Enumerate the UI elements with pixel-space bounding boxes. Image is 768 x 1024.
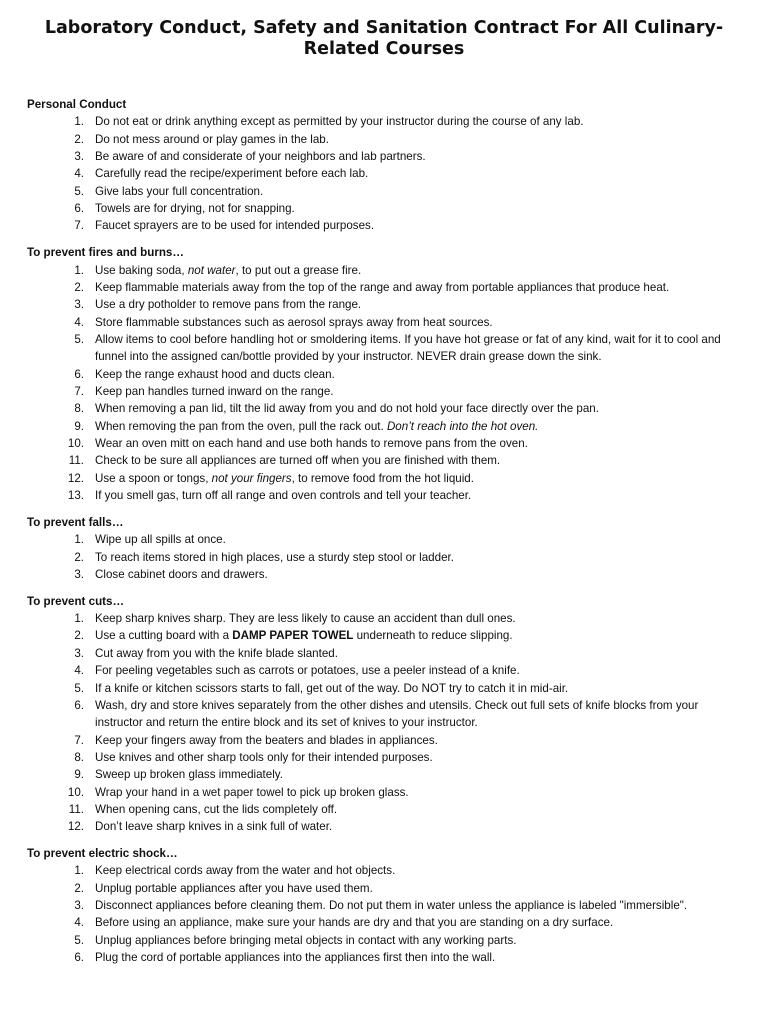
rule-text [95, 914, 744, 931]
rule-item [0, 470, 768, 487]
rule-item [0, 766, 768, 783]
rule-item [0, 784, 768, 801]
rule-item [0, 452, 768, 469]
rule-text-run: Close cabinet doors and drawers. [95, 567, 268, 581]
section-heading: To prevent cuts… [27, 594, 125, 608]
rule-text [95, 818, 744, 835]
rule-item [0, 314, 768, 331]
rule-number: 2. [74, 280, 84, 294]
rule-number: 5. [74, 184, 84, 198]
rule-item [0, 949, 768, 966]
section-heading: To prevent electric shock… [27, 847, 178, 861]
rule-text-run: Plug the cord of portable appliances into the appliances first then into the wall. [95, 951, 496, 965]
rule-number: 5. [74, 933, 84, 947]
rule-text-run: underneath to reduce slipping. [353, 629, 513, 643]
rule-item [0, 697, 768, 732]
rule-text-run: Store flammable substances such as aerosol sprays away from heat sources. [95, 315, 493, 329]
rule-number: 1. [74, 115, 84, 129]
rule-number: 1. [74, 263, 84, 277]
rule-text-run: Wear an oven mitt on each hand and use both hands to remove pans from the oven. [95, 437, 528, 451]
rule-item [0, 549, 768, 566]
rule-number: 10. [67, 437, 84, 451]
rule-text-run: Don’t leave sharp knives in a sink full of water. [95, 820, 333, 834]
rule-text-run: Towels are for drying, not for snapping. [95, 202, 295, 216]
rule-item [0, 113, 768, 130]
rule-text-run: Do not mess around or play games in the lab. [95, 132, 329, 146]
rule-text-italic: not water [187, 263, 236, 277]
rule-number: 9. [74, 419, 84, 433]
rule-item [0, 680, 768, 697]
rule-item [0, 862, 768, 879]
rule-number: 2. [74, 629, 84, 643]
rule-item [0, 531, 768, 548]
rules-section [0, 845, 768, 966]
rule-item [0, 400, 768, 417]
rule-text-run: Unplug appliances before bringing metal objects in contact with any working parts. [95, 933, 517, 947]
rule-text-run: To reach items stored in high places, use a sturdy step stool or ladder. [95, 550, 454, 564]
rule-text-bold: DAMP PAPER TOWEL [232, 629, 354, 643]
rule-text [95, 549, 744, 566]
rules-list [0, 262, 768, 505]
rule-item [0, 662, 768, 679]
rule-number: 4. [74, 315, 84, 329]
document-title-line-2: Related Courses [303, 39, 465, 59]
rule-item [0, 897, 768, 914]
rule-text [95, 148, 744, 165]
rule-text-run: Faucet sprayers are to be used for intended purposes. [95, 219, 375, 233]
rule-text [95, 801, 744, 818]
section-heading: Personal Conduct [27, 98, 127, 111]
rule-text [95, 452, 744, 469]
rule-text-run: When removing a pan lid, tilt the lid away from you and do not hold your face directly over the pan. [95, 402, 599, 416]
rule-item [0, 366, 768, 383]
rule-item [0, 566, 768, 583]
rules-list [0, 113, 768, 234]
rule-text [95, 662, 744, 679]
rule-number: 11. [68, 454, 84, 468]
rule-text-run: Cut away from you with the knife blade slanted. [95, 646, 338, 660]
rule-number: 10. [67, 785, 84, 799]
rule-text-italic: Don’t reach into the hot oven. [386, 419, 539, 433]
rule-text [95, 366, 744, 383]
rule-item [0, 165, 768, 182]
rules-list [0, 610, 768, 835]
rule-item [0, 749, 768, 766]
rule-item [0, 932, 768, 949]
rule-text-run: , to remove food from the hot liquid. [291, 471, 474, 485]
rule-item [0, 818, 768, 835]
rule-text-run: Before using an appliance, make sure your hands are dry and that you are standing on a dry surface. [95, 916, 614, 930]
rule-text [95, 645, 744, 662]
rule-text [95, 400, 744, 417]
rule-number: 3. [74, 646, 84, 660]
rule-number: 3. [74, 150, 84, 164]
rule-text-run: Allow items to cool before handling hot or smoldering items. If you have hot grease or fat of any kind, wait for it to cool and funnel into the assigned can/bottle provided by your instructor. NEVER drain grease down the sink. [95, 332, 721, 364]
rule-item [0, 627, 768, 644]
rule-text [95, 470, 744, 487]
rule-text-run: When opening cans, cut the lids completely off. [95, 802, 338, 816]
section-heading: To prevent fires and burns… [27, 246, 184, 260]
rule-text-run: Keep your fingers away from the beaters and blades in appliances. [95, 733, 438, 747]
rule-text-run: For peeling vegetables such as carrots or potatoes, use a peeler instead of a knife. [95, 664, 520, 678]
rules-section [0, 593, 768, 836]
rule-text [95, 784, 744, 801]
rule-item [0, 262, 768, 279]
rule-text [95, 749, 744, 766]
rule-number: 5. [74, 332, 84, 346]
rule-item [0, 331, 768, 366]
rule-number: 2. [74, 132, 84, 146]
rule-text-run: Wrap your hand in a wet paper towel to pick up broken glass. [95, 785, 409, 799]
rule-text-run: Use a spoon or tongs, [95, 471, 212, 485]
rule-text-run: If you smell gas, turn off all range and oven controls and tell your teacher. [95, 489, 472, 503]
rule-item [0, 200, 768, 217]
rules-section [0, 96, 768, 235]
rule-number: 3. [74, 899, 84, 913]
rule-text [95, 862, 744, 879]
rule-text [95, 314, 744, 331]
rule-number: 3. [74, 567, 84, 581]
rule-text [95, 165, 744, 182]
rule-text-run: Use baking soda, [95, 263, 188, 277]
rules-section [0, 514, 768, 583]
rule-text-run: Keep the range exhaust hood and ducts clean. [95, 367, 335, 381]
rule-text-run: Use knives and other sharp tools only for their intended purposes. [95, 750, 433, 764]
rule-item [0, 880, 768, 897]
rule-item [0, 217, 768, 234]
rule-number: 4. [74, 664, 84, 678]
rule-text [95, 566, 744, 583]
rule-number: 7. [74, 219, 84, 233]
rule-number: 13. [67, 489, 84, 503]
rule-text-run: Carefully read the recipe/experiment before each lab. [95, 167, 369, 181]
rule-text [95, 200, 744, 217]
rule-number: 2. [74, 881, 84, 895]
rule-text [95, 131, 744, 148]
rule-number: 12. [67, 820, 84, 834]
rule-text-run: Give labs your full concentration. [95, 184, 264, 198]
rules-list [0, 531, 768, 583]
rule-text-run: Disconnect appliances before cleaning them. Do not put them in water unless the appliance is labeled "immersible". [95, 899, 688, 913]
rule-text [95, 113, 744, 130]
rule-item [0, 645, 768, 662]
rule-text-run: Sweep up broken glass immediately. [95, 768, 283, 782]
rule-item [0, 801, 768, 818]
rule-number: 7. [74, 385, 84, 398]
section-heading: To prevent falls… [27, 515, 124, 529]
rule-text-run: Wipe up all spills at once. [95, 533, 226, 547]
rule-item [0, 383, 768, 400]
rule-number: 3. [74, 298, 84, 312]
rule-text [95, 383, 744, 400]
rule-text [95, 296, 744, 313]
rule-text [95, 880, 744, 897]
rule-item [0, 418, 768, 435]
rule-text-run: Keep flammable materials away from the top of the range and away from portable appliances that produce heat. [95, 280, 670, 294]
rule-text-run: Keep sharp knives sharp. They are less likely to cause an accident than dull ones. [95, 612, 516, 626]
rule-text-run: Do not eat or drink anything except as permitted by your instructor during the course of any lab. [95, 115, 584, 129]
rule-text-run: Use a cutting board with a [95, 629, 233, 643]
rule-text [95, 897, 744, 914]
rule-text-italic: not your fingers [211, 471, 292, 485]
rule-text [95, 279, 744, 296]
rule-number: 5. [74, 681, 84, 695]
rule-text-run: Check to be sure all appliances are turned off when you are finished with them. [95, 454, 501, 468]
rule-number: 8. [74, 750, 84, 764]
rule-item [0, 487, 768, 504]
rule-text-run: If a knife or kitchen scissors starts to fall, get out of the way. Do NOT try to catch it in mid-air. [95, 681, 569, 695]
rule-item [0, 183, 768, 200]
rule-text [95, 487, 744, 504]
rule-item [0, 296, 768, 313]
document-body [0, 96, 768, 976]
rule-text-run: Keep pan handles turned inward on the range. [95, 385, 334, 398]
rule-number: 11. [68, 802, 84, 816]
document-title-line-1: Laboratory Conduct, Safety and Sanitation Contract For All Culinary- [44, 18, 724, 38]
rule-number: 12. [67, 471, 84, 485]
rule-text [95, 680, 744, 697]
rule-item [0, 914, 768, 931]
rule-item [0, 148, 768, 165]
rule-number: 6. [74, 951, 84, 965]
rule-text [95, 217, 744, 234]
rule-text [95, 435, 744, 452]
rule-number: 6. [74, 202, 84, 216]
rule-text [95, 932, 744, 949]
rule-text [95, 610, 744, 627]
rule-text [95, 732, 744, 749]
rule-item [0, 732, 768, 749]
rule-number: 7. [74, 733, 84, 747]
rule-number: 6. [74, 367, 84, 381]
rule-item [0, 610, 768, 627]
rule-text [95, 766, 744, 783]
rule-text [95, 183, 744, 200]
rule-text [95, 697, 744, 732]
rule-number: 1. [74, 864, 84, 878]
rule-text-run: Keep electrical cords away from the water and hot objects. [95, 864, 396, 878]
rule-number: 9. [74, 768, 84, 782]
rules-list [0, 862, 768, 966]
rule-number: 4. [74, 167, 84, 181]
rule-text [95, 627, 744, 644]
rule-text [95, 418, 744, 435]
rule-text-run: Wash, dry and store knives separately from the other dishes and utensils. Check out full sets of knife blocks from your instructor and return the entire block and its set of knives to your instructor. [95, 698, 699, 730]
rule-text-run: Be aware of and considerate of your neighbors and lab partners. [95, 150, 426, 164]
rule-text-run: , to put out a grease fire. [235, 263, 362, 277]
rule-text-run: Use a dry potholder to remove pans from the range. [95, 298, 362, 312]
rule-item [0, 131, 768, 148]
rule-text [95, 331, 744, 366]
rule-item [0, 279, 768, 296]
rule-number: 2. [74, 550, 84, 564]
rule-number: 1. [74, 533, 84, 547]
rule-number: 6. [74, 698, 84, 712]
rule-item [0, 435, 768, 452]
rule-number: 8. [74, 402, 84, 416]
rule-text-run: Unplug portable appliances after you have used them. [95, 881, 373, 895]
rule-text [95, 262, 744, 279]
rules-section [0, 244, 768, 504]
rule-number: 4. [74, 916, 84, 930]
rule-text [95, 949, 744, 966]
rule-text [95, 531, 744, 548]
document-title [20, 18, 748, 60]
rule-text-run: When removing the pan from the oven, pull the rack out. [95, 419, 387, 433]
rule-number: 1. [74, 612, 84, 626]
